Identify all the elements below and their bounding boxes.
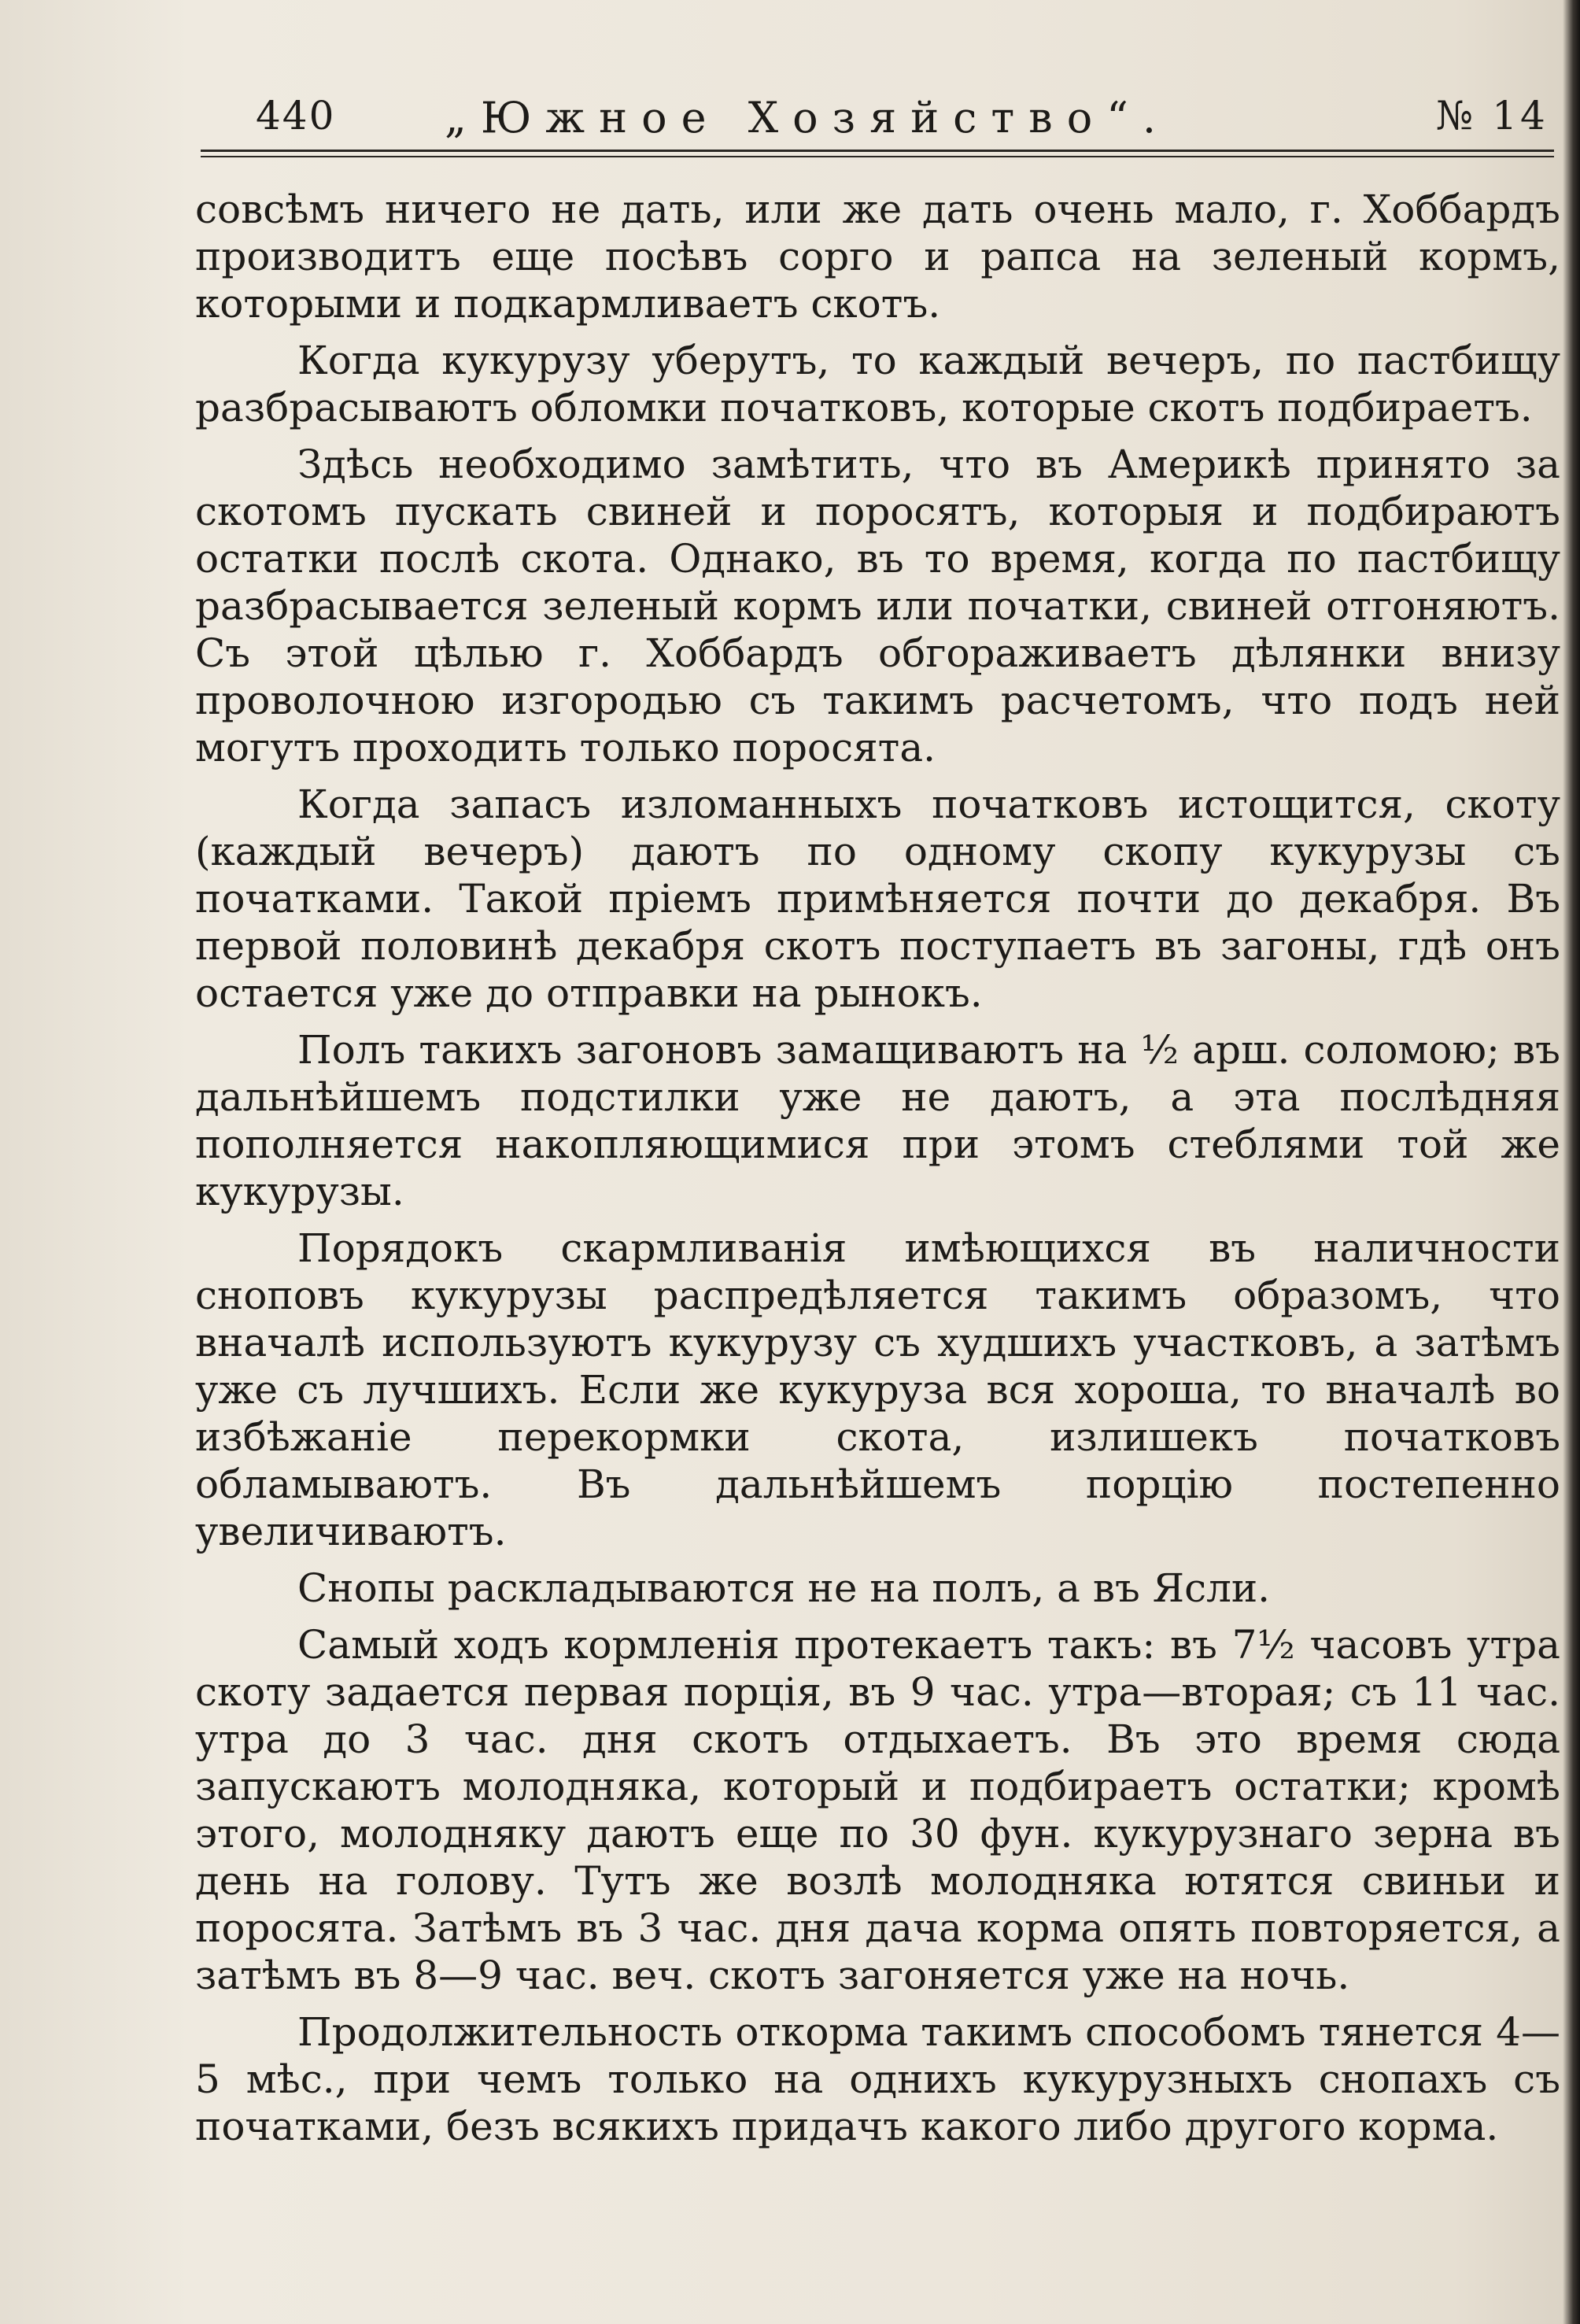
paragraph-continuation: совсѣмъ ничего не дать, или же дать очень мало, г. Хоббардъ производитъ еще посѣвъ сорго и рапса на зеленый кормъ, которыми и подкармливаетъ скотъ. [195,187,1560,327]
paragraph: Самый ходъ кормленія протекаетъ такъ: въ 7½ часовъ утра скоту задается первая порція, въ 9 час. утра—вторая; съ 11 час. утра до 3 час. дня скотъ отдыхаетъ. Въ это время сюда запускаютъ молодняка, который и подбираетъ остатки; кромѣ этого, молодняку даютъ еще по 30 фун. кукурузнаго зерна въ день на голову. Тутъ же возлѣ молодняка ютятся свиньи и поросята. Затѣмъ въ 3 час. дня дача корма опять повторяется, а затѣмъ въ 8—9 час. веч. скотъ загоняется уже на ночь. [195,1622,1560,1998]
article-body [195,186,1560,2153]
paragraph: Когда запасъ изломанныхъ початковъ истощится, скоту (каждый вечеръ) даютъ по одному скопу кукурузы съ початками. Такой пріемъ примѣняется почти до декабря. Въ первой половинѣ декабря скотъ поступаетъ въ загоны, гдѣ онъ остается уже до отправки на рынокъ. [195,781,1560,1016]
paragraph: Продолжительность откорма такимъ способомъ тянется 4—5 мѣс., при чемъ только на однихъ кукурузныхъ снопахъ съ початками, безъ всякихъ придачъ какого либо другого корма. [195,2009,1560,2149]
paragraph: Здѣсь необходимо замѣтить, что въ Америкѣ принято за скотомъ пускать свиней и поросятъ, которыя и подбираютъ остатки послѣ скота. Однако, въ то время, когда по пастбищу разбрасывается зеленый кормъ или початки, свиней отгоняютъ. Съ этой цѣлью г. Хоббардъ обгораживаетъ дѣлянки внизу проволочною изгородью съ такимъ расчетомъ, что подъ ней могутъ проходить только поросята. [195,442,1560,770]
running-header [201,93,1554,148]
journal-title: „Южное Хозяйство“. [445,93,1170,142]
paragraph: Полъ такихъ загоновъ замащиваютъ на ½ арш. соломою; въ дальнѣйшемъ подстилки уже не даютъ, а эта послѣдняя пополняется накопляющимися при этомъ стеблями той же кукурузы. [195,1027,1560,1214]
paragraph: Когда кукурузу уберутъ, то каждый вечеръ, по пастбищу разбрасываютъ обломки початковъ, которые скотъ подбираетъ. [195,338,1560,430]
issue-number: № 14 [1436,93,1549,139]
paragraph: Порядокъ скармливанія имѣющихся въ наличности сноповъ кукурузы распредѣляется такимъ образомъ, что вначалѣ используютъ кукурузу съ худшихъ участковъ, а затѣмъ уже съ лучшихъ. Если же кукуруза вся хороша, то вначалѣ во избѣжаніе перекормки скота, излишекъ початковъ обламываютъ. Въ дальнѣйшемъ порцію постепенно увеличиваютъ. [195,1225,1560,1554]
header-rule-thin [201,156,1554,157]
paragraph: Снопы раскладываются не на полъ, а въ Ясли. [297,1565,1271,1611]
page-edge-shadow [1563,0,1580,2324]
header-rule-thick [201,150,1554,152]
page-number: 440 [256,93,336,139]
